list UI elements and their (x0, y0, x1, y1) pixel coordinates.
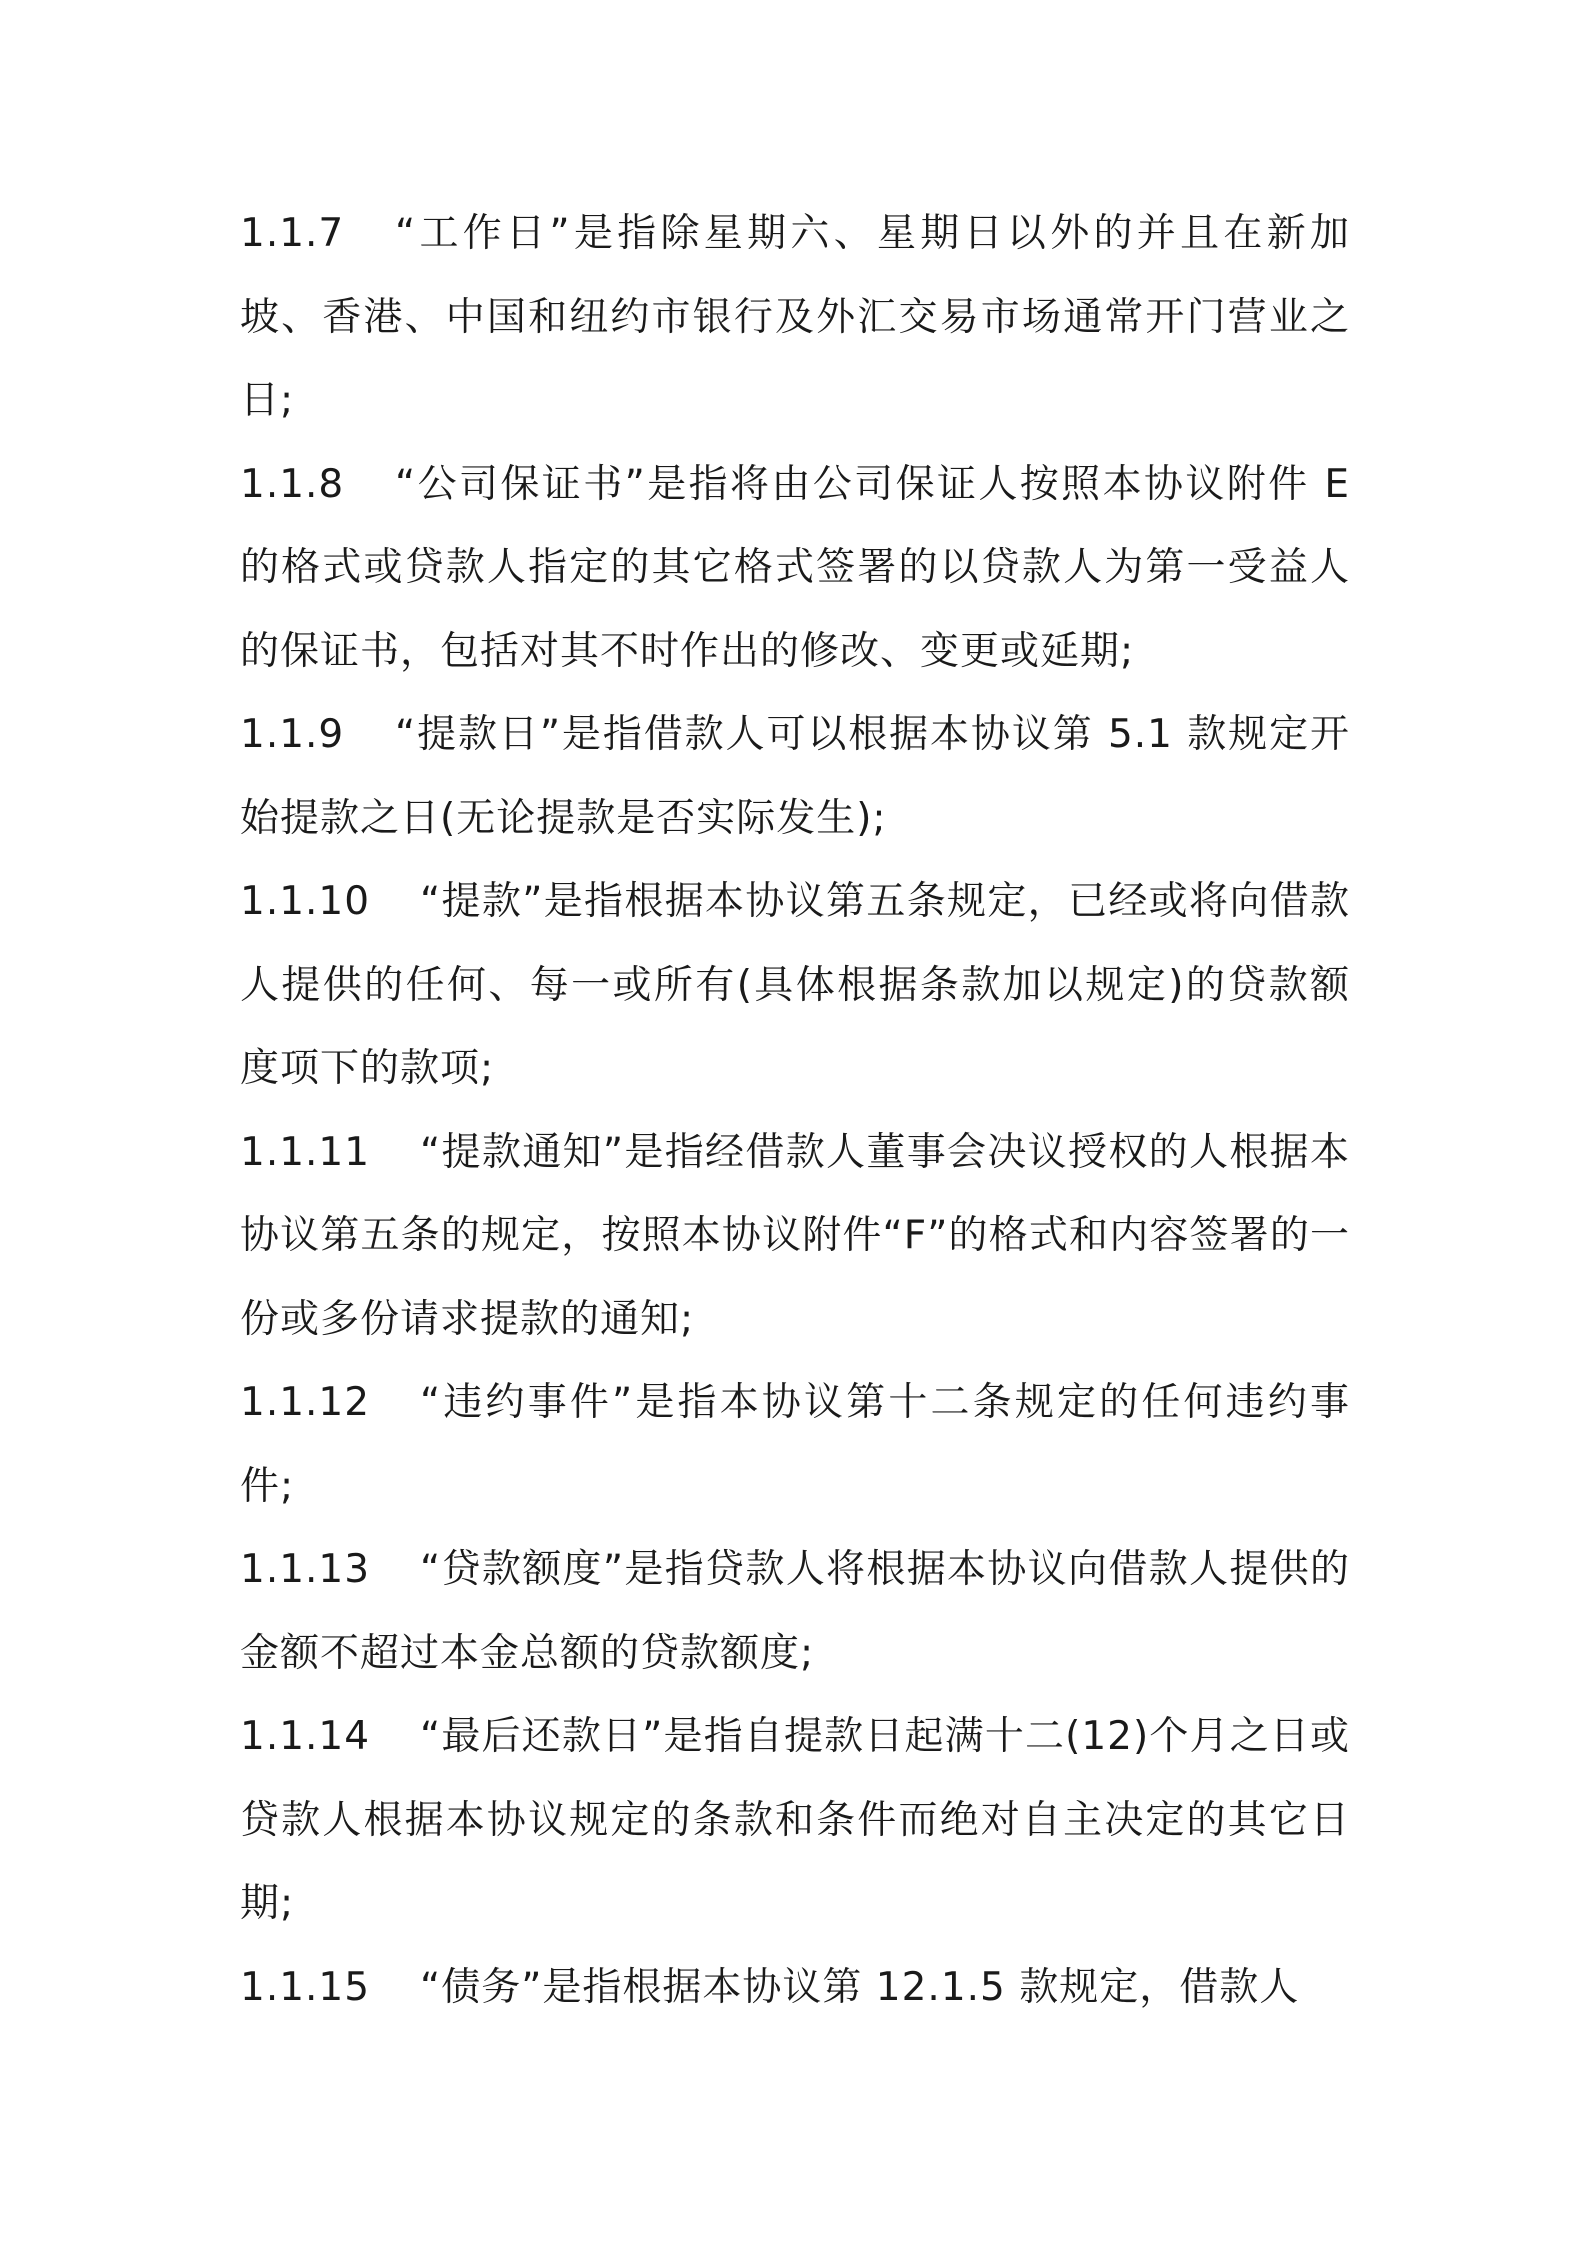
clause-text: “公司保证书”是指将由公司保证人按照本协议附件 E 的格式或贷款人指定的其它格式签署的以贷款人为第一受益人的保证书，包括对其不时作出的修改、变更或延期; (240, 461, 1350, 674)
clause-number: 1.1.8 (240, 461, 345, 507)
clause-text: “提款通知”是指经借款人董事会决议授权的人根据本协议第五条的规定，按照本协议附件“F”的格式和内容签署的一份或多份请求提款的通知; (240, 1129, 1350, 1342)
clause-number: 1.1.14 (240, 1714, 371, 1759)
clause-text: “提款”是指根据本协议第五条规定，已经或将向借款人提供的任何、每一或所有(具体根据条款加以规定)的贷款额度项下的款项; (240, 879, 1350, 1091)
clause-number: 1.1.12 (240, 1380, 371, 1425)
clause-1-1-12 (240, 1361, 1350, 1528)
clause-1-1-9 (240, 693, 1350, 860)
clause-text: “贷款额度”是指贷款人将根据本协议向借款人提供的金额不超过本金总额的贷款额度; (240, 1547, 1350, 1676)
clause-1-1-14 (240, 1695, 1350, 1946)
clause-text: “债务”是指根据本协议第 12.1.5 款规定，借款人 (420, 1964, 1300, 2010)
clause-text: “违约事件”是指本协议第十二条规定的任何违约事件; (240, 1380, 1350, 1509)
clause-1-1-11 (240, 1111, 1350, 1362)
clause-text: “工作日”是指除星期六、星期日以外的并且在新加坡、香港、中国和纽约市银行及外汇交易市场通常开门营业之日; (240, 211, 1350, 423)
document-body (240, 192, 1350, 2029)
clause-number: 1.1.7 (240, 211, 345, 256)
clause-1-1-15 (240, 1946, 1350, 2030)
clause-number: 1.1.13 (240, 1547, 371, 1592)
clause-text: “最后还款日”是指自提款日起满十二(12)个月之日或贷款人根据本协议规定的条款和条件而绝对自主决定的其它日期; (240, 1714, 1350, 1926)
clause-1-1-8 (240, 443, 1350, 694)
clause-number: 1.1.10 (240, 879, 371, 924)
clause-number: 1.1.11 (240, 1129, 371, 1175)
clause-1-1-7 (240, 192, 1350, 443)
clause-text: “提款日”是指借款人可以根据本协议第 5.1 款规定开始提款之日(无论提款是否实际发生); (240, 712, 1350, 841)
clause-1-1-10 (240, 860, 1350, 1111)
clause-number: 1.1.9 (240, 712, 345, 757)
clause-1-1-13 (240, 1528, 1350, 1695)
clause-number: 1.1.15 (240, 1964, 371, 2010)
